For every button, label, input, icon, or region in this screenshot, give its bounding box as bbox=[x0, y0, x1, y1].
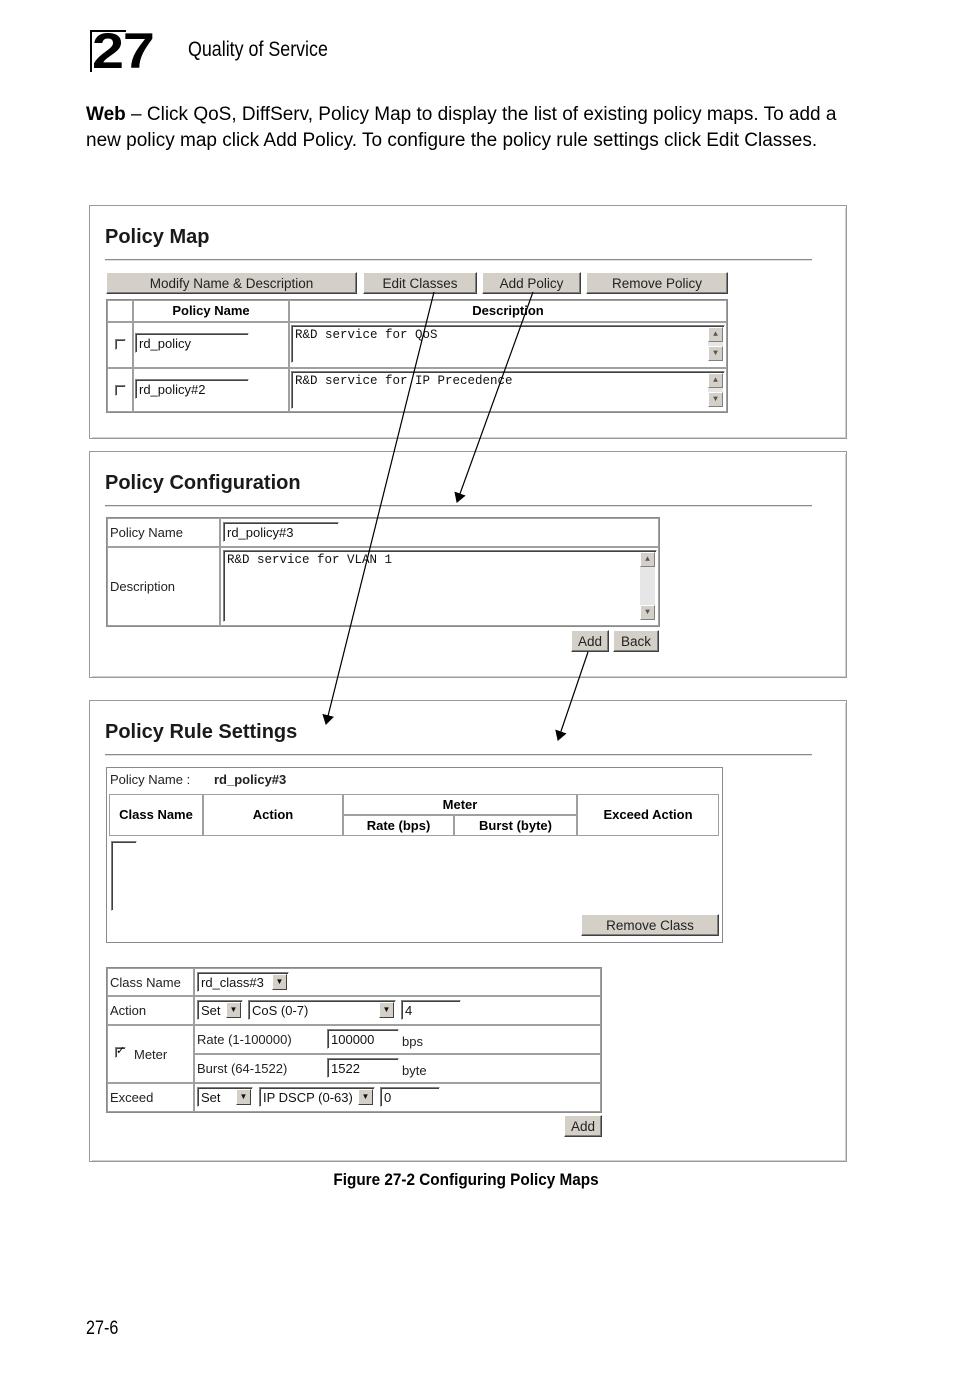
chevron-down-icon: ▼ bbox=[236, 1089, 251, 1105]
description-label: Description bbox=[110, 579, 176, 594]
intro-text: – Click QoS, DiffServ, Policy Map to display the list of existing policy maps. To add a new policy map click Add Policy. To configure the policy rule settings click Edit Classes. bbox=[86, 104, 837, 151]
policy-configuration-title: Policy Configuration bbox=[105, 472, 301, 494]
remove-policy-button[interactable]: Remove Policy bbox=[586, 272, 728, 294]
rule-policy-name-value: rd_policy#3 bbox=[214, 772, 287, 787]
page-number: 27-6 bbox=[86, 1318, 119, 1339]
col-action: Action bbox=[203, 794, 343, 836]
arrow-add-policy-to-config bbox=[457, 292, 533, 502]
remove-class-button[interactable]: Remove Class bbox=[581, 914, 719, 936]
policy-map-title: Policy Map bbox=[105, 226, 210, 248]
action-value-field[interactable]: 4 bbox=[401, 1000, 461, 1020]
col-exceed-action: Exceed Action bbox=[577, 794, 719, 836]
chevron-down-icon: ▼ bbox=[226, 1002, 241, 1018]
col-policy-name: Policy Name bbox=[133, 300, 289, 322]
col-burst: Burst (byte) bbox=[454, 815, 577, 836]
exceed-label: Exceed bbox=[110, 1090, 154, 1105]
rate-field[interactable]: 100000 bbox=[327, 1029, 399, 1049]
arrow-add-to-rules bbox=[558, 652, 588, 740]
col-description: Description bbox=[289, 300, 727, 322]
col-rate: Rate (bps) bbox=[343, 815, 454, 836]
chevron-down-icon: ▼ bbox=[379, 1002, 394, 1018]
row-1-description-field[interactable]: R&D service for QoS ▲ ▼ bbox=[291, 325, 725, 363]
chapter-number: 27 bbox=[92, 23, 154, 79]
back-button[interactable]: Back bbox=[613, 630, 659, 652]
meter-label: Meter bbox=[134, 1047, 168, 1062]
class-name-select[interactable]: rd_class#3 ▼ bbox=[197, 972, 289, 992]
modify-name-description-button[interactable]: Modify Name & Description bbox=[106, 272, 357, 294]
exceed-type-select[interactable]: IP DSCP (0-63) ▼ bbox=[259, 1087, 375, 1107]
description-field[interactable]: R&D service for VLAN 1 ▲ ▼ bbox=[223, 550, 657, 622]
add-button[interactable]: Add bbox=[571, 630, 609, 652]
burst-label: Burst (64-1522) bbox=[197, 1061, 288, 1076]
rule-policy-name-label: Policy Name : bbox=[110, 772, 191, 787]
action-type-select[interactable]: CoS (0-7) ▼ bbox=[248, 1000, 396, 1020]
checkmark-icon: ✓ bbox=[116, 1045, 126, 1057]
add-policy-button[interactable]: Add Policy bbox=[482, 272, 581, 294]
row-1-name-field[interactable]: rd_policy bbox=[135, 333, 249, 353]
exceed-set-select[interactable]: Set ▼ bbox=[197, 1087, 253, 1107]
burst-unit: byte bbox=[402, 1063, 427, 1078]
chapter-title: Quality of Service bbox=[188, 38, 328, 61]
policy-name-field[interactable]: rd_policy#3 bbox=[223, 522, 339, 542]
figure-caption: Figure 27-2 Configuring Policy Maps bbox=[333, 1170, 599, 1189]
chevron-down-icon: ▼ bbox=[272, 974, 287, 990]
action-set-select[interactable]: Set ▼ bbox=[197, 1000, 243, 1020]
burst-field[interactable]: 1522 bbox=[327, 1058, 399, 1078]
policy-name-label: Policy Name bbox=[110, 525, 183, 540]
class-name-label: Class Name bbox=[110, 975, 181, 990]
rate-label: Rate (1-100000) bbox=[197, 1032, 292, 1047]
action-label: Action bbox=[110, 1003, 147, 1018]
col-class-name: Class Name bbox=[109, 794, 203, 836]
row-2-description-field[interactable]: R&D service for IP Precedence ▲ ▼ bbox=[291, 371, 725, 409]
policy-rule-settings-title: Policy Rule Settings bbox=[105, 721, 298, 743]
col-meter: Meter bbox=[343, 794, 577, 815]
chevron-down-icon: ▼ bbox=[358, 1089, 373, 1105]
arrow-edit-classes-to-rules bbox=[326, 292, 434, 724]
edit-classes-button[interactable]: Edit Classes bbox=[363, 272, 477, 294]
intro-lead: Web bbox=[86, 104, 126, 125]
rule-add-button[interactable]: Add bbox=[564, 1115, 602, 1137]
exceed-value-field[interactable]: 0 bbox=[380, 1087, 440, 1107]
row-2-name-field[interactable]: rd_policy#2 bbox=[135, 379, 249, 399]
rate-unit: bps bbox=[402, 1034, 423, 1049]
